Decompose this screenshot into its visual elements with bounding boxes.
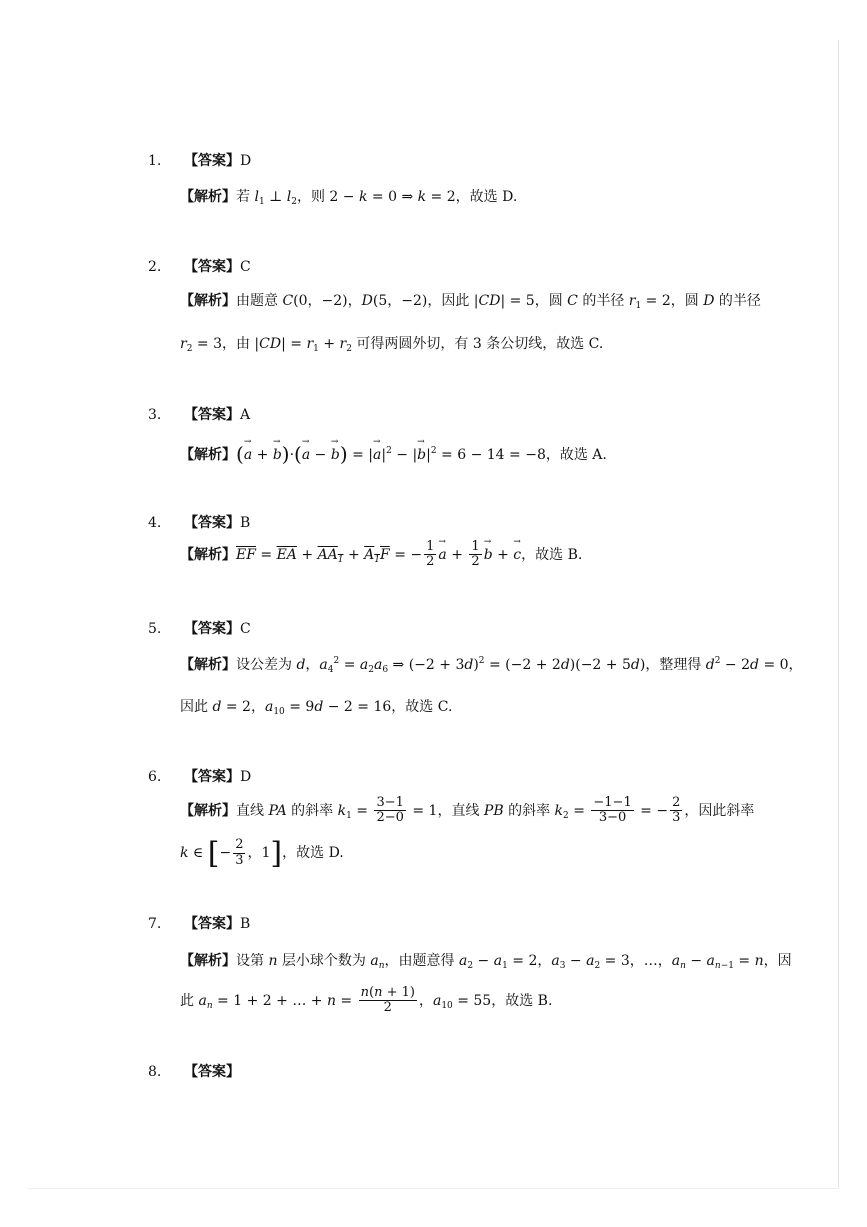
question-5-analysis-line-1: 【解析】设公差为 d，$a_4^2 = a_2a_6$ ⇒ $(-2 + 3d)^2 = (-2 + 2d)(-2 + 5d)$，整理得 $d^2 - 2d = 0$， [180,656,803,675]
question-1-analysis: 【解析】若 $l_1$ ⊥ $l_2$，则 2 − k = 0 ⇒ k = 2，故选 D. [180,189,518,207]
analysis-label: 【解析】 [180,293,236,309]
question-number: 7. [148,916,162,932]
question-number: 6. [148,769,162,785]
answer-label: 【答案】 [184,621,240,637]
answer-value: C [240,259,251,275]
answer-label: 【答案】 [184,1064,240,1080]
question-7-answer [148,913,250,933]
answer-value: D [240,153,252,169]
answer-value: B [240,916,251,932]
analysis-label: 【解析】 [180,447,236,463]
analysis-label: 【解析】 [180,546,236,563]
answer-label: 【答案】 [184,259,240,275]
question-4-answer [148,512,250,532]
analysis-label: 【解析】 [180,953,236,969]
question-6-answer [148,766,251,786]
question-2-answer [148,256,251,276]
question-number: 8. [148,1064,162,1080]
page-edge-bottom [28,1188,839,1189]
question-6-analysis-line-1: 【解析】直线 PA 的斜率 $k_1$ = $\frac{3-1}{2-0}$ = 1，直线 PB 的斜率 $k_2$ = $\frac{-1-1}{3-0}$ = − $\frac{2}{3}$ ，因此斜率 [180,795,755,826]
question-3-analysis: 【解析】(→ a + → b)·(→ a − → b) = |→ $a|^2$ − |→ $b|^2 = 6 - 14 = -8$，故选 A. [180,442,607,466]
answer-value: A [240,407,251,423]
analysis-label: 【解析】 [180,657,236,673]
answer-value: B [240,515,251,531]
question-2-analysis-line-1: 【解析】由题意 C(0，−2)，D(5，−2)，因此 |CD| = 5，圆 C 的半径 $r_1 = 2$，圆 D 的半径 [180,293,761,311]
question-6-analysis-line-2: k ∈ [− $\frac{2}{3}$ ，1]，故选 D. [180,836,344,871]
question-number: 4. [148,515,162,531]
page-edge-right [838,40,839,1187]
question-8-answer [148,1061,240,1081]
question-4-analysis: 【解析】$\overline{EF} = \overline{EA} + AA_1 + A_1F$ = − $\frac{1}{2}$ → a + $\frac{1}{2}$ → b + → c，故选 B. [180,540,582,570]
question-number: 5. [148,621,162,637]
answer-label: 【答案】 [184,515,240,531]
answer-label: 【答案】 [184,769,240,785]
analysis-label: 【解析】 [180,802,236,819]
answer-label: 【答案】 [184,407,240,423]
question-7-analysis-line-2: 此 $a_n = 1 + 2$ + … + n = $\frac{n(n + 1)}{2}$ ，$a_{10} = 55$，故选 B. [180,985,553,1016]
question-3-answer [148,404,250,424]
question-number: 2. [148,259,162,275]
answer-value: C [240,621,251,637]
question-5-answer [148,618,251,638]
analysis-label: 【解析】 [180,189,236,205]
answer-label: 【答案】 [184,153,240,169]
question-5-analysis-line-2: 因此 d = 2，$a_{10} = 9d - 2 = 16$，故选 C. [180,699,453,717]
question-7-analysis-line-1: 【解析】设第 n 层小球个数为 $a_n$，由题意得 $a_2 - a_1 = 2$，$a_3 - a_2 = 3$，…，$a_n - a_{n-1} = n$，因 [180,953,792,971]
answer-value: D [240,769,252,785]
question-number: 3. [148,407,162,423]
question-2-analysis-line-2: $r_2 = 3$，由 $|CD| = r_1 + r_2$ 可得两圆外切，有 3 条公切线，故选 C. [180,336,604,354]
question-number: 1. [148,153,162,169]
answer-label: 【答案】 [184,916,240,932]
question-1-answer [148,150,251,170]
